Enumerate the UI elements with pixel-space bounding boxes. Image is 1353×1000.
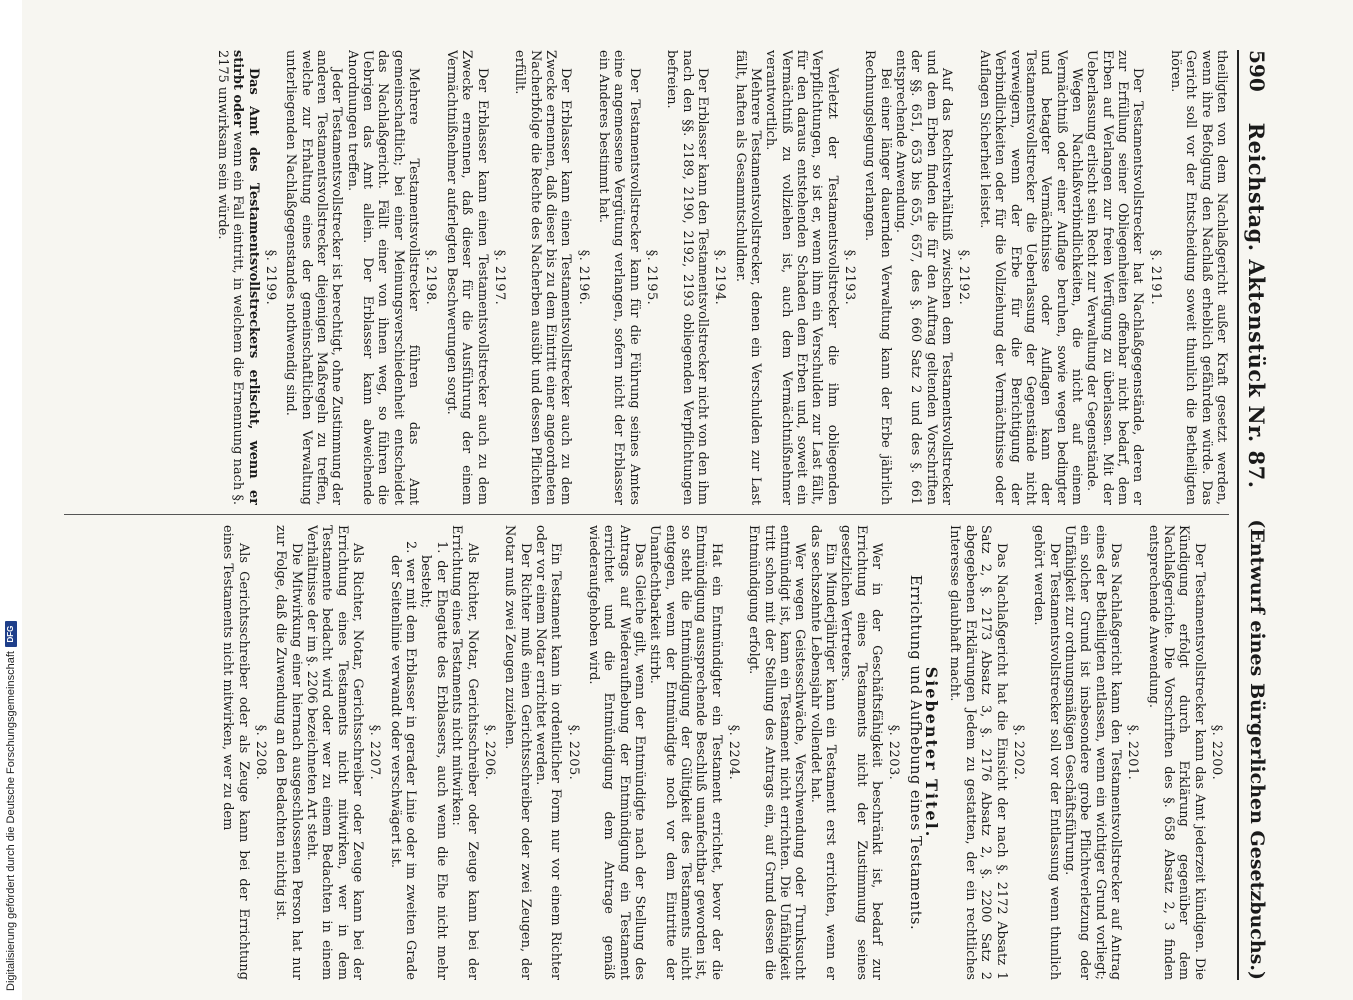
paragraph: Als Richter, Notar, Gerichtsschreiber oder Zeuge kann bei der Errichtung eines Testaments nicht mitwirken:	[449, 525, 480, 980]
header-subtitle: (Entwurf eines Bürgerlichen Gesetzbuchs.)	[1246, 519, 1268, 980]
section-heading: §. 2201.	[1125, 724, 1141, 781]
paragraph: Der Richter muß einen Gerichtsschreiber oder zwei Zeugen, der Notar muß zwei Zeugen zuziehen.	[502, 525, 533, 980]
paragraph: Mehrere Testamentsvollstrecker führen das Amt gemeinschaftlich; bei einer Meinungsverschiedenheit entscheidet das Nachlaßgericht. Fällt einer von ihnen weg, so führen die Uebrigen das Amt allein. Der Erblasser kann abweichende Anordnungen treffen.	[344, 50, 422, 505]
section-heading: §. 2195.	[643, 249, 659, 306]
paragraph: theiligten von dem Nachlaßgericht außer Kraft gesetzt werden, wenn ihre Befolgung den Nachlaß erheblich gefährden würde. Das Gericht soll vor der Entscheidung soweit thunlich die Betheiligten hören.	[1167, 50, 1229, 505]
paragraph: Der Erblasser kann einen Testamentsvollstrecker auch zu dem Zwecke ernennen, daß dieser bis zu dem Eintritt einer angeordneten Nacherbfolge die Rechte des Nacherben ausübt und dessen Pflichten erfüllt.	[512, 50, 574, 505]
left-column	[64, 50, 1229, 505]
page-header	[1237, 50, 1275, 980]
paragraph-bold-lead: Das Amt des Testamentsvollstreckers erlischt, wenn er stirbt oder	[230, 50, 261, 505]
section-heading: §. 2196.	[575, 249, 591, 306]
section-heading: §. 2194.	[712, 249, 728, 306]
title-heading: Siebenter Titel.	[922, 666, 942, 839]
section-heading: §. 2202.	[1010, 724, 1026, 781]
section-heading: §. 2203.	[886, 724, 902, 781]
paragraph: Der Erblasser kann einen Testamentsvollstrecker auch zu dem Zwecke ernennen, daß dieser für die Ausführung der einem Vermächtnißnehmer auferlegten Beschwerungen sorgt.	[443, 50, 490, 505]
section-heading: §. 2193.	[842, 249, 858, 306]
paragraph: Wer wegen Geistesschwäche, Verschwendung oder Trunksucht entmündigt ist, kann ein Testament nicht errichten. Die Unfähigkeit tritt schon mit der Stellung des Antrags ein, auf Grund dessen die Entmündigung erfolgt.	[746, 525, 808, 980]
paragraph: Der Testamentsvollstrecker hat Nachlaßgegenstände, deren er zur Erfüllung seiner Obliegenheiten offenbar nicht bedarf, dem Erben auf Verlangen zur freien Verfügung zu überlassen. Mit der Ueberlassung erlischt sein Recht zur Verwaltung der Gegenstände.	[1084, 50, 1146, 505]
section-heading: §. 2200.	[1209, 724, 1224, 781]
section-heading: §. 2204.	[726, 724, 742, 781]
paragraph: Auf das Rechtsverhältniß zwischen dem Testamentsvollstrecker und dem Erben finden die für den Auftrag geltenden Vorschriften der §§. 651, 653 bis 655, 657, des §. 660 Satz 2 und des §. 661 entsprechende Anwendung.	[893, 50, 955, 505]
section-heading: §. 2199.	[263, 249, 279, 306]
paragraph: Die Mitwirkung einer hiernach ausgeschlossenen Person hat nur zur Folge, daß die Zuwendung an den Bedachten nichtig ist.	[273, 525, 304, 980]
paragraph: Der Erblasser kann den Testamentsvollstrecker nicht von den ihm nach den §§. 2189, 2190, 2192, 2193 obliegenden Verpflichtungen befreien.	[664, 50, 710, 505]
section-heading: §. 2191.	[1147, 249, 1163, 306]
paragraph: Wegen Nachlaßverbindlichkeiten, die nicht auf einem Vermächtniß oder einer Auflage beruhen, sowie wegen bedingter und betagter Vermächtnisse oder Auflagen kann der Testamentsvollstrecker die Ueberlassung der Gegenstände nicht verweigern, wenn der Erbe für die Berichtigung der Verbindlichkeiten oder für die Vollziehung der Vermächtnisse oder Auflagen Sicherheit leistet.	[976, 50, 1084, 505]
paragraph: Als Gerichtsschreiber oder als Zeuge kann bei der Errichtung eines Testaments nicht mitwirken, wer zu dem	[220, 525, 251, 980]
paragraph: Wer in der Geschäftsfähigkeit beschränkt ist, bedarf zur Errichtung eines Testaments nicht der Zustimmung seines gesetzlichen Vertreters.	[838, 525, 885, 980]
paragraph: Das Nachlaßgericht hat die Einsicht der nach §. 2172 Absatz 1 Satz 2, §. 2173 Absatz 3, §. 2176 Absatz 2, §. 2200 Satz 2 abgegebenen Erklärungen Jedem zu gestatten, der ein rechtliches Interesse glaubhaft macht.	[947, 525, 1009, 980]
credit-text: Digitalisierung gefördert durch die Deutsche Forschungsgemeinschaft	[5, 651, 17, 991]
section-heading: §. 2206.	[481, 724, 497, 781]
paragraph: Das Nachlaßgericht kann den Testamentsvollstrecker auf Antrag eines der Betheiligten entlassen, wenn ein wichtiger Grund vorliegt; ein solcher Grund ist insbesondere grobe Pflichtverletzung oder Unfähigkeit zur ordnungsmäßigen Geschäftsführung.	[1061, 525, 1123, 980]
section-heading: §. 2197.	[491, 249, 507, 306]
list-item: 1. der Ehegatte des Erblassers, auch wenn die Ehe nicht mehr besteht;	[418, 541, 449, 980]
paragraph: Bei einer länger dauernden Verwaltung kann der Erbe jährlich Rechnungslegung verlangen.	[862, 50, 893, 505]
paragraph: Das Gleiche gilt, wenn der Entmündigte nach der Stellung des Antrags auf Wiederaufhebung der Entmündigung ein Testament errichtet und die Entmündigung dem Antrage gemäß wiederaufgehoben wird.	[585, 525, 647, 980]
paragraph: Der Testamentsvollstrecker soll vor der Entlassung wenn thunlich gehört werden.	[1031, 525, 1062, 980]
credit-sidebar	[0, 0, 22, 1000]
paragraph: Der Testamentsvollstrecker kann das Amt jederzeit kündigen. Die Kündigung erfolgt durch Erklärung gegenüber dem Nachlaßgerichte. Die Vorschriften des §. 658 Absatz 2, 3 finden entsprechende Anwendung.	[1145, 525, 1207, 980]
paragraph	[215, 50, 261, 505]
list-item: 2. wer mit dem Erblasser in gerader Linie oder im zweiten Grade der Seitenlinie verwandt oder verschwägert ist.	[387, 541, 419, 980]
paragraph: Hat ein Entmündigter ein Testament errichtet, bevor der die Entmündigung aussprechende Beschluß unanfechtbar geworden ist, so steht die Entmündigung der Gültigkeit des Testaments nicht entgegen, wenn der Entmündigte noch vor dem Eintritte der Unanfechtbarkeit stirbt.	[647, 525, 724, 980]
column-divider	[64, 514, 1229, 515]
paragraph: Der Testamentsvollstrecker kann für die Führung seines Amtes eine angemessene Vergütung verlangen, sofern nicht der Erblasser ein Anderes bestimmt hat.	[595, 50, 642, 505]
paragraph: Verletzt der Testamentsvollstrecker die ihm obliegenden Verpflichtungen, so ist er, wenn ihm ein Verschulden zur Last fällt, für den daraus entstehenden Schaden dem Erben und, soweit ein Vermächtniß zu vollziehen ist, auch dem Vermächtnißnehmer verantwortlich.	[763, 50, 840, 505]
title-subheading: Errichtung und Aufhebung eines Testaments.	[906, 574, 923, 931]
page-number: 590	[1245, 50, 1269, 92]
paragraph: Mehrere Testamentsvollstrecker, denen ein Verschulden zur Last fällt, haften als Gesammtschuldner.	[732, 50, 764, 505]
paragraph: Jeder Testamentsvollstrecker ist berechtigt, ohne Zustimmung der anderen Testamentsvollstrecker diejenigen Maßregeln zu treffen, welche zur Erhaltung eines der gemeinschaftlichen Verwaltung unterliegenden Nachlaßgegenstandes nothwendig sind.	[283, 50, 345, 505]
credit-line	[1, 9, 21, 991]
header-section: Reichstag. Aktenstück Nr. 87.	[1244, 122, 1270, 489]
paragraph: Als Richter, Notar, Gerichtsschreiber oder Zeuge kann bei der Errichtung eines Testaments nicht mitwirken, wer in dem Testamente bedacht wird oder wer zu einem Bedachten in einem Verhältnisse der im §. 2206 bezeichneten Art steht.	[304, 525, 366, 980]
dfg-logo-icon: DFG	[5, 621, 17, 647]
paragraph-text: wenn ein Fall eintritt, in welchem die Ernennung nach §. 2175 unwirksam sein würde.	[215, 50, 246, 505]
right-column	[64, 525, 1229, 980]
section-heading: §. 2208.	[253, 724, 269, 781]
section-heading: §. 2205.	[565, 724, 581, 781]
paragraph: Ein Testament kann in ordentlicher Form nur vor einem Richter oder vor einem Notar errichtet werden.	[532, 525, 564, 980]
section-heading: §. 2192.	[956, 249, 972, 306]
paragraph: Ein Minderjähriger kann ein Testament erst errichten, wenn er das sechszehnte Lebensjahr vollendet hat.	[807, 525, 839, 980]
section-heading: §. 2198.	[423, 249, 439, 306]
section-heading: §. 2207.	[367, 724, 383, 781]
